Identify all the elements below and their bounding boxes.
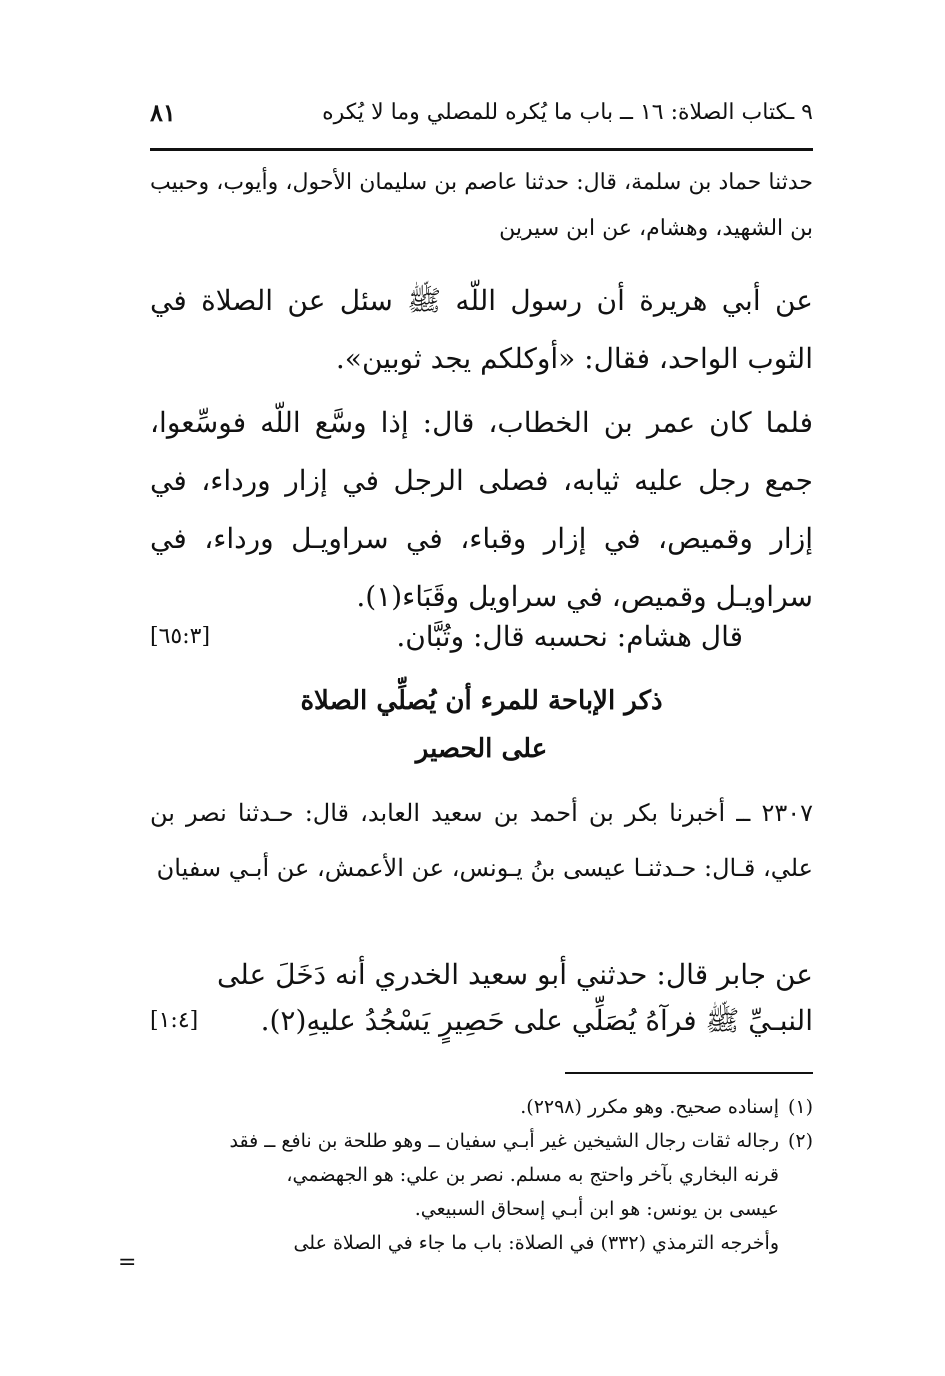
footnote-2-line-4: وأخرجه الترمذي (٣٣٢) في الصلاة: باب ما جاء في الصلاة على [293,1232,779,1254]
matn-paragraph-3-line-1: عن جابر قال: حدثني أبو سعيد الخدري أنه دَخَلَ على [216,958,813,991]
hisham-line [150,620,813,670]
matn-3-text: النبـيِّ ﷺ فرآهُ يُصَلِّي على حَصِيرٍ يَسْجُدُ عليهِ(٢). [260,1004,813,1037]
footnote-1 [150,1090,813,1124]
hisham-text: قال هشام: نحسبه قال: وتُبَّان. [396,620,743,653]
page-number: ٨١ [150,98,176,127]
footnote-1-text: إسناده صحيح. وهو مكرر (٢٢٩٨). [520,1096,779,1118]
header-rule [150,148,813,151]
hisham-reference: [٦٥:٣] [150,624,211,649]
isnad-paragraph-2: ٢٣٠٧ ــ أخبرنا بكر بن أحمد بن سعيد العابد، قال: حـدثنا نصر بن علي، قـال: حـدثنـا عيسى بنُ يـونس، عن الأعمش، عن أبـي سفيان [150,799,813,882]
running-title: ٩ ـكتاب الصلاة: ١٦ ــ باب ما يُكره للمصلي وما لا يُكره [322,100,813,125]
page-header [150,98,813,138]
footnote-rule [565,1072,813,1074]
footnote-1-number: (١) [787,1096,813,1118]
footnote-2-line-1: رجاله ثقات رجال الشيخين غير أبـي سفيان ــ وهو طلحة بن نافع ــ فقد [229,1130,779,1152]
continuation-mark: = [118,1250,137,1275]
matn-3-reference: [١:٤] [150,1008,199,1033]
footnote-2-number: (٢) [787,1130,813,1152]
footnote-2 [150,1124,813,1158]
footnote-2-line-2: قرنه البخاري بآخر واحتج به مسلم. نصر بن علي: هو الجهضمي، [286,1164,779,1186]
footnote-2-line-3: عيسى بن يونس: هو ابن أبـي إسحاق السبيعي. [414,1198,779,1220]
matn-paragraph-2: فلما كان عمر بن الخطاب، قال: إذا وسَّع اللّه فوسِّعوا، جمع رجل عليه ثيابه، فصلى الرجل في إزار ورداء، في إزار وقميص، في إزار وقباء، في سراويـل ورداء، في سراويـل وقميص، في سراويل وقَبَاء(١). [150,406,813,613]
matn-paragraph-3-line-2 [150,1004,813,1054]
footnotes [150,1090,813,1260]
chapter-heading-line-1: ذكر الإباحة للمرء أن يُصلِّي الصلاة [300,686,663,716]
isnad-paragraph-1: حدثنا حماد بن سلمة، قال: حدثنا عاصم بن سليمان الأحول، وأيوب، وحبيب بن الشهيد، وهشام، عن ابن سيرين [150,170,813,241]
chapter-heading-line-2: على الحصير [415,734,548,764]
matn-paragraph-1: عن أبي هريرة أن رسول اللّه ﷺ سئل عن الصلاة في الثوب الواحد، فقال: «أوكلكم يجد ثوبين». [150,284,813,375]
